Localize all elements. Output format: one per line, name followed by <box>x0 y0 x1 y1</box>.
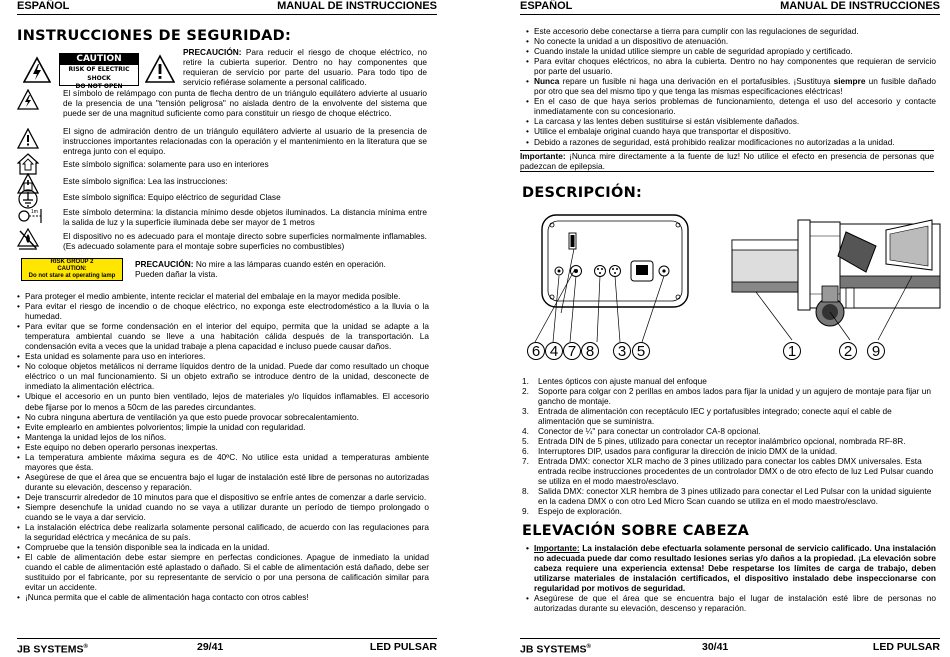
callout-2: 2 <box>839 342 857 360</box>
callout-1: 1 <box>783 342 801 360</box>
list-item: • Para proteger el medio ambiente, intente reciclar el material del embalaje en la mayor medida posible. <box>17 291 429 301</box>
callout-3: 3 <box>613 342 631 360</box>
item-text: Lentes ópticos con ajuste manual del enfoque <box>538 376 707 386</box>
lamp-precaution-text2: Pueden dañar la vista. <box>135 269 218 279</box>
indoor-house-icon <box>17 153 39 175</box>
list-item: • ¡Nunca permita que el cable de alimentación haga contacto con otros cables! <box>17 592 429 602</box>
symbol-text-flammable: El dispositivo no es adecuado para el montaje directo sobre superficies normalmente inflamables. (Es adecuado solamente para el montaje sobre superficies no combustibles) <box>63 231 427 251</box>
footer-page-number: 30/41 <box>702 641 729 653</box>
footer-brand-name: JB SYSTEMS <box>520 643 587 656</box>
footer-brand-name: JB SYSTEMS <box>17 643 84 656</box>
description-list <box>522 376 934 516</box>
symbol-text-indoor: Este símbolo significa: solamente para uso en interiores <box>63 159 269 169</box>
description-item-6 <box>522 446 934 456</box>
list-item-fuse <box>526 76 936 96</box>
exclamation-triangle-icon <box>145 54 175 84</box>
risk-group-line3: Do not stare at operating lamp <box>28 273 116 279</box>
risk-group-label <box>21 258 123 281</box>
description-item-2 <box>522 386 934 406</box>
item-number: 3. <box>522 406 529 416</box>
list-item: • Asegúrese de que el área que se encuentra bajo el lugar de instalación esté libre de personas no autorizadas durante su elevación, descenso y reparación. <box>17 472 429 492</box>
list-item: • Para evitar que se forme condensación en el interior del equipo, permita que la unidad se adapte a la temperatura ambiental cuando se lleve a una habitación cálida después de la transportación. La condensación evita a veces que la unidad trabaje a plena capacidad e incluso puede causar daños. <box>17 321 429 351</box>
item-text: Soporte para colgar con 2 perillas en ambos lados para fijar la unidad y un agujero de montaje para fijar un gancho de montaje. <box>538 386 931 406</box>
footer-brand-reg: ® <box>83 644 88 650</box>
symbol-text-exclamation: El signo de admiración dentro de un triángulo equilátero advierte al usuario de la presencia de instrucciones importantes relacionadas con la operación y el mantenimiento en la literatura que se entrega junto con el equipo. <box>63 126 427 156</box>
footer-brand <box>17 640 88 657</box>
item-number: 4. <box>522 426 529 436</box>
item-text: Conector de ¼" para conectar un controlador CA-8 opcional. <box>538 426 761 436</box>
lamp-precaution-text1: No mire a las lámparas cuando estén en operación. <box>193 259 386 269</box>
item-number: 6. <box>522 446 529 456</box>
fuse-text2: un fusible dañado por otro que sea del mismo tipo y que tenga las mismas especificaciones eléctricas! <box>534 76 936 97</box>
list-item: • Siempre desenchufe la unidad cuando no se vaya a utilizar durante un período de tiempo prolongado o cuando se le vaya a dar servicio. <box>17 502 429 522</box>
important-lead: Importante: <box>520 151 566 161</box>
overhead-rigging-title: ELEVACIÓN SOBRE CABEZA <box>522 523 750 539</box>
item-text: Salida DMX: conector XLR hembra de 3 pines utilizado para conectar el Led Pulsar con la unidad siguiente en la cadena DMX o con otro Led Micro Scan cuando se utiliza en el modo maestro/esclavo. <box>538 486 932 506</box>
lightning-triangle-icon <box>23 56 51 84</box>
header-manual: MANUAL DE INSTRUCCIONES <box>780 0 940 12</box>
svg-text:1m: 1m <box>31 209 38 215</box>
list-item: • Evite emplearlo en ambientes polvorientos; limpie la unidad con regularidad. <box>17 422 429 432</box>
lamp-precaution-lead: PRECAUCIÓN: <box>135 259 194 269</box>
fuse-text1: repare un fusible ni haga una derivación en el portafusibles. ¡Sustituya <box>559 76 834 87</box>
list-item: • Utilice el embalaje original cuando haya que transportar el dispositivo. <box>526 126 936 136</box>
page-footer <box>520 638 940 656</box>
left-page <box>17 0 437 654</box>
important-text: ¡Nunca mire directamente a la fuente de luz! No utilice el efecto en presencia de personas que padezcan de epilepsia. <box>520 151 934 171</box>
list-item: • La carcasa y las lentes deben sustituirse si están visiblemente dañados. <box>526 116 936 126</box>
footer-page-number: 29/41 <box>197 641 224 653</box>
item-number: 1. <box>522 376 529 386</box>
footer-product: LED PULSAR <box>872 641 940 653</box>
list-item: • Mantenga la unidad lejos de los niños. <box>17 432 429 442</box>
fuse-lead: Nunca <box>534 76 560 87</box>
list-item: • La instalación eléctrica debe realizarla solamente personal calificado, de acuerdo con las regulaciones para la seguridad eléctrica y mecánica de su país. <box>17 522 429 542</box>
safety-bullet-list-continued <box>526 26 936 147</box>
callout-7: 7 <box>563 342 581 360</box>
callout-leader-lines <box>520 260 690 360</box>
item-number: 5. <box>522 436 529 446</box>
item-number: 9. <box>522 506 529 516</box>
description-item-9 <box>522 506 934 516</box>
item-text: Interruptores DIP, usados para configurar la dirección de inicio DMX de la unidad. <box>538 446 838 456</box>
rigging-list <box>526 543 936 613</box>
item-text: Entrada de alimentación con receptáculo IEC y portafusibles integrado; conecte aquí el cable de alimentación que se suministra. <box>538 406 892 426</box>
callout-6: 6 <box>527 342 545 360</box>
list-item: • El cable de alimentación debe estar siempre en perfectas condiciones. Apague de inmediato la unidad cuando el cable de alimentación esté aplastado o dañado. Si el cable de alimentación está dañado, debe ser sustituido por el fabricante, por su representante de servicio o por una persona de calificación similar para evitar un accidente. <box>17 552 429 592</box>
precaution-text: Para reducir el riesgo de choque eléctrico, no retire la cubierta superior. Dentro no hay componentes que requieran de servicio por parte del usuario. Para todo tipo de servicio refiérase solamente a personal calificado. <box>183 47 427 87</box>
safety-title: INSTRUCCIONES DE SEGURIDAD: <box>17 28 292 44</box>
list-item: • No coloque objetos metálicos ni derrame líquidos dentro de la unidad. Puede dar como resultado un choque eléctrico o un mal funcionamiento. Si un objeto extraño se introduce dentro de la unidad, desconecte de inmediato la alimentación eléctrica. <box>17 361 429 391</box>
description-item-7 <box>522 456 934 486</box>
precaution-lead: PRECAUCIÓN: <box>183 47 242 57</box>
list-item: • En el caso de que haya serios problemas de funcionamiento, detenga el uso del accesorio y contacte inmediatamente con su concesionario. <box>526 96 936 116</box>
page-footer <box>17 638 437 656</box>
risk-group-line2: CAUTION: <box>57 266 87 272</box>
item-number: 8. <box>522 486 529 496</box>
list-item: • Para evitar choques eléctricos, no abra la cubierta. Dentro no hay componentes que requieran de servicio por parte del usuario. <box>526 56 936 76</box>
list-item: • Debido a razones de seguridad, está prohibido realizar modificaciones no autorizadas a la unidad. <box>526 137 936 147</box>
page-header <box>520 0 940 15</box>
callout-5: 5 <box>632 342 650 360</box>
caution-label-line2: DO NOT OPEN <box>75 83 123 90</box>
footer-product: LED PULSAR <box>369 641 437 653</box>
symbol-text-lightning: El símbolo de relámpago con punta de flecha dentro de un triángulo equilátero advierte al usuario de la presencia de una "tensión peligrosa" no aislada dentro de la envolvente del sistema que puede ser de una magnitud suficiente como para constituir un riesgo de choque eléctrico. <box>63 88 427 118</box>
symbol-text-distance: Este símbolo determina: la distancia mínimo desde objetos iluminados. La distancia mínima entre la salida de luz y la superficie iluminada debe ser mayor de 1 metros <box>63 207 427 227</box>
caution-label-title: CAUTION <box>60 54 138 65</box>
header-language: ESPAÑOL <box>520 0 573 12</box>
rigging-important <box>526 543 936 593</box>
caution-label <box>59 53 139 90</box>
list-item: • La temperatura ambiente máxima segura es de 40ºC. No utilice esta unidad a temperaturas ambiente mayores que ésta. <box>17 452 429 472</box>
lamp-precaution <box>135 259 427 279</box>
description-title: DESCRIPCIÓN: <box>522 185 643 201</box>
callout-9: 9 <box>867 342 885 360</box>
list-item: • No cubra ninguna abertura de ventilación ya que esto puede provocar sobrecalentamiento. <box>17 412 429 422</box>
fuse-bold: siempre <box>833 76 866 87</box>
header-language: ESPAÑOL <box>17 0 70 12</box>
list-item: • No conecte la unidad a un dispositivo de atenuación. <box>526 36 936 46</box>
item-text: Entrada DMX: conector XLR macho de 3 pines utilizado para conectar los cables DMX universales. Esta entrada recibe instrucciones procedentes de un controlador DMX o de otro efecto de luz Led Pulsar cuando se utiliza en el modo maestro/esclavo. <box>538 456 934 486</box>
precaution-paragraph <box>183 47 427 87</box>
description-item-8 <box>522 486 934 506</box>
no-flammable-surface-icon <box>17 228 39 250</box>
list-item: • Cuando instale la unidad utilice siempre un cable de seguridad apropiado y certificado. <box>526 46 936 56</box>
footer-brand <box>520 640 591 657</box>
min-distance-icon <box>17 205 43 227</box>
list-item: • Este equipo no deben operarlo personas inexpertas. <box>17 442 429 452</box>
device-side-drawing <box>726 216 942 346</box>
description-item-3 <box>522 406 934 426</box>
list-item: • Deje transcurrir alrededor de 10 minutos para que el dispositivo se enfríe antes de comenzar a darle servicio. <box>17 492 429 502</box>
right-page <box>520 0 940 654</box>
list-item: • Ubique el accesorio en un punto bien ventilado, lejos de materiales y/o líquidos inflamables. El accesorio debe fijarse por lo menos a 50cm de las paredes circundantes. <box>17 391 429 411</box>
item-number: 7. <box>522 456 529 466</box>
description-item-4 <box>522 426 934 436</box>
safety-bullet-list <box>17 291 429 602</box>
list-item: • Compruebe que la tensión disponible sea la indicada en la unidad. <box>17 542 429 552</box>
item-number: 2. <box>522 386 529 396</box>
symbol-text-read: Este símbolo significa: Lea las instrucciones: <box>63 176 228 186</box>
rigging-important-lead: Importante: <box>534 543 580 553</box>
callout-8: 8 <box>581 342 599 360</box>
description-item-1 <box>522 376 934 386</box>
risk-group-line1: RISK GROUP 2 <box>50 259 94 265</box>
footer-brand-reg: ® <box>586 644 591 650</box>
symbol-text-class: Este símbolo significa: Equipo eléctrico de seguridad Clase <box>63 192 281 202</box>
item-text: Espejo de exploración. <box>538 506 622 516</box>
page-header <box>17 0 437 15</box>
callout-4: 4 <box>545 342 563 360</box>
lightning-triangle-icon <box>17 89 39 111</box>
list-item: • Para evitar el riesgo de incendio o de choque eléctrico, no exponga este electrodoméstico a la lluvia o la humedad. <box>17 301 429 321</box>
important-note <box>520 150 934 172</box>
list-item: • Esta unidad es solamente para uso en interiores. <box>17 351 429 361</box>
description-item-5 <box>522 436 934 446</box>
list-item: • Asegúrese de que el área que se encuentra bajo el lugar de instalación esté libre de personas no autorizadas durante su elevación, descenso y reparación. <box>526 593 936 613</box>
exclamation-triangle-icon <box>17 128 39 150</box>
list-item: • Este accesorio debe conectarse a tierra para cumplir con las regulaciones de seguridad. <box>526 26 936 36</box>
header-manual: MANUAL DE INSTRUCCIONES <box>277 0 437 12</box>
rigging-important-text: La instalación debe efectuarla solamente personal de servicio calificado. Una instalación no adecuada puede dar como resultado lesiones serias y/o daños a la propiedad. ¡La elevación sobre cabeza requiere una experiencia extensa! Debe respetarse los límites de carga de trabajo, deben utilizarse materiales de instalación certificados, el dispositivo instalado debe inspeccionarse con regularidad por motivos de seguridad. <box>534 543 936 594</box>
caution-label-line1: RISK OF ELECTRIC SHOCK <box>68 66 130 82</box>
item-text: Entrada DIN de 5 pines, utilizado para conectar un receptor inalámbrico opcional, nombrada RF-8R. <box>538 436 906 446</box>
